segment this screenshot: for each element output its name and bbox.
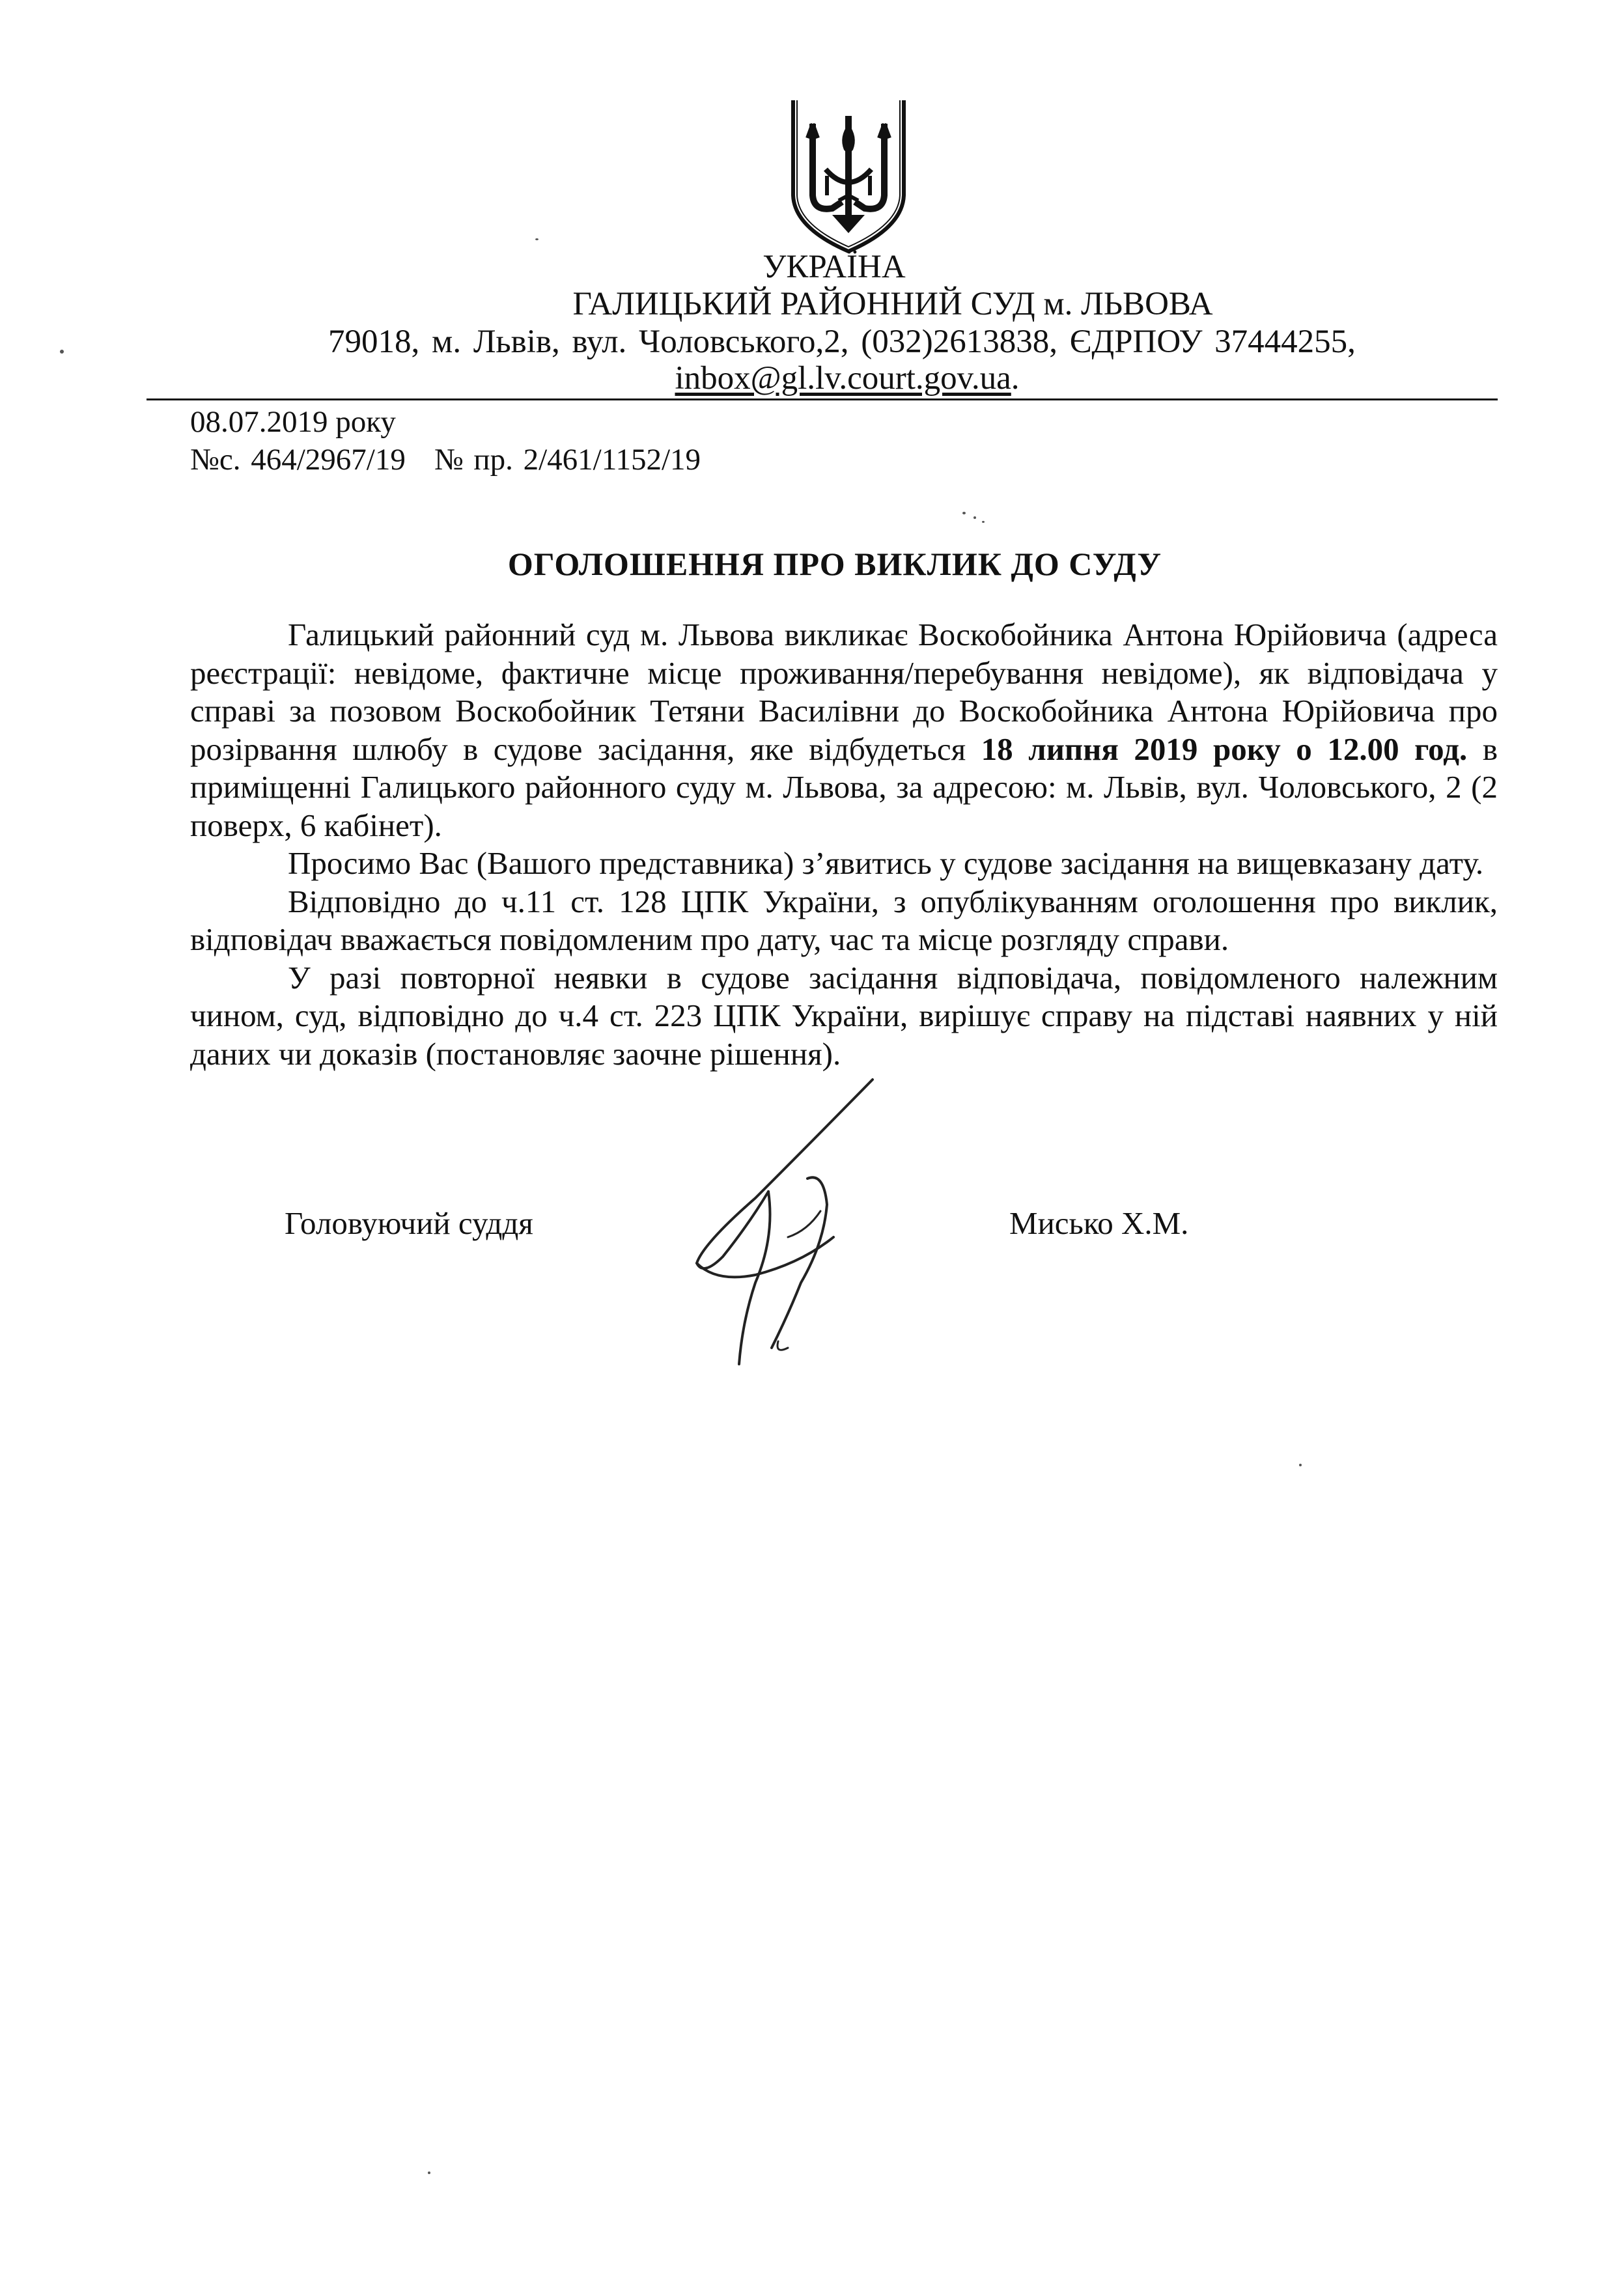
scan-speck	[962, 512, 966, 514]
case-numbers	[190, 441, 701, 478]
court-email-link[interactable]: inbox@gl.lv.court.gov.ua	[675, 360, 1011, 397]
paragraph-request: Просимо Вас (Вашого представника) з’явитись у судове засідання на вищевказану дату.	[288, 845, 1484, 881]
header-divider	[147, 398, 1498, 400]
paragraph-notice: Відповідно до ч.11 ст. 128 ЦПК України, з опублікуванням оголошення про виклик, відповідач вважається повідомленим про дату, час та місце розгляду справи.	[190, 883, 1498, 957]
scan-speck	[973, 516, 976, 519]
presiding-judge-label: Головуючий суддя	[285, 1205, 533, 1241]
court-email-suffix: .	[1011, 360, 1020, 397]
court-email-line	[35, 359, 1624, 398]
scan-speck	[1299, 1464, 1302, 1466]
scan-speck	[982, 521, 985, 523]
document-title: ОГОЛОШЕННЯ ПРО ВИКЛИК ДО СУДУ	[507, 546, 1162, 582]
presiding-judge-name: Мисько Х.М.	[1009, 1205, 1189, 1241]
court-address: 79018, м. Львів, вул. Чоловського,2, (032)2613838, ЄДРПОУ 37444255,	[328, 324, 1356, 360]
paragraph-summons-end: в приміщенні Галицького районного суду м. Львова, за адресою: м. Львів, вул. Чоловського, 2 (2 поверх, 6 кабінет).	[190, 731, 1498, 843]
scan-speck	[535, 238, 539, 240]
court-name-heading: ГАЛИЦЬКИЙ РАЙОННИЙ СУД м. ЛЬВОВА	[572, 286, 1213, 322]
paragraph-summons	[190, 616, 1498, 845]
scan-speck	[428, 2171, 430, 2174]
hearing-datetime: 18 липня 2019 року о 12.00 год.	[981, 731, 1468, 767]
country-heading: УКРАЇНА	[763, 249, 906, 285]
paragraph-default-judgment: У разі повторної неявки в судове засідання відповідача, повідомленого належним чином, суд, відповідно до ч.4 ст. 223 ЦПК України, вирішує справу на підставі наявних у ній даних чи доказів (постановляє заочне рішення).	[190, 959, 1498, 1072]
paragraph-summons-start: Галицький районний суд м. Львова викликає Воскобойника Антона Юрійовича (адреса реєстрації: невідоме, фактичне місце проживання/перебування невідоме), як відповідача у справі за позовом Воскобойник Тетяни Василівни до Воскобойника Антона Юрійовича про розірвання шлюбу в судове засідання, яке відбудеться	[190, 617, 1498, 767]
handwritten-signature-icon	[677, 1068, 912, 1380]
trident-coat-of-arms-icon	[787, 98, 910, 254]
document-body	[190, 616, 1498, 1073]
case-number: №с. 464/2967/19	[190, 443, 406, 477]
proceeding-number: № пр. 2/461/1152/19	[434, 443, 701, 477]
document-date: 08.07.2019 року	[190, 405, 396, 439]
